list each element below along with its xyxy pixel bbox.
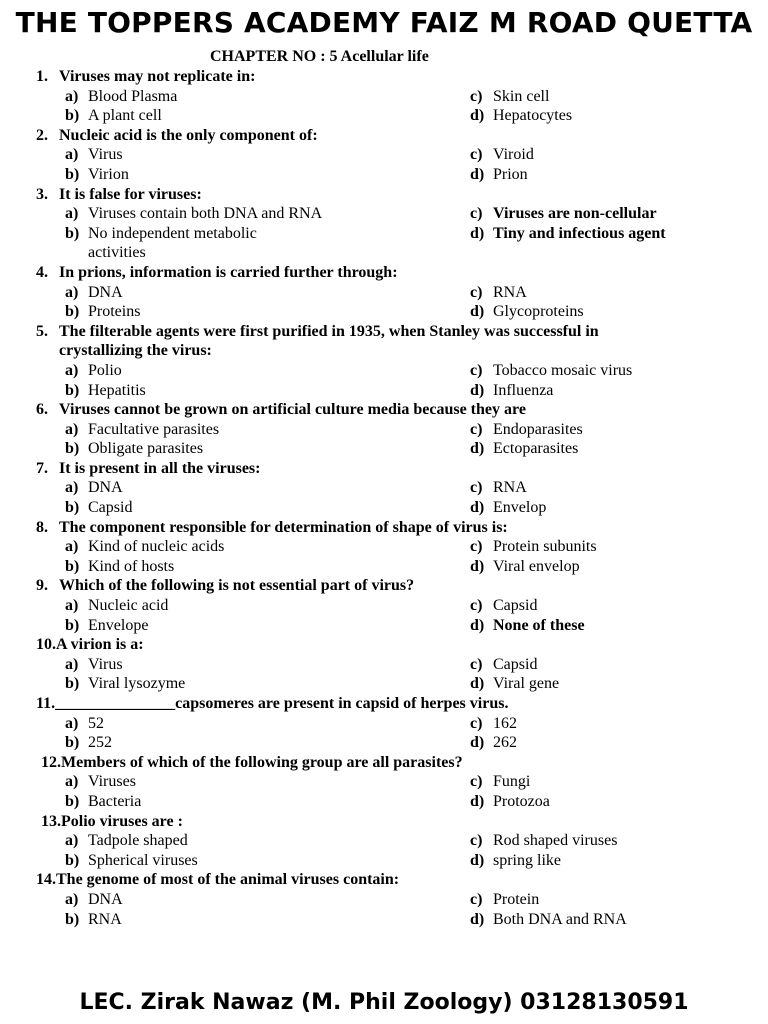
option-row <box>0 596 768 616</box>
option-text-right: Fungi <box>493 773 531 791</box>
option-text-left: 52 <box>88 714 104 732</box>
option-letter-right: c) <box>470 773 483 791</box>
question-line <box>0 459 768 479</box>
question-text: Which of the following is not essential part of virus? <box>59 577 415 595</box>
option-text-left: Virion <box>88 165 129 183</box>
footer-lecturer-info: LEC. Zirak Nawaz (M. Phil Zoology) 03128130591 <box>79 990 689 1015</box>
option-text-left: No independent metabolic <box>88 224 257 242</box>
option-letter-left: b) <box>65 107 80 125</box>
option-row <box>0 145 768 165</box>
option-text-left: Facultative parasites <box>88 420 220 438</box>
question-line <box>0 635 768 655</box>
question-number: 4. <box>36 263 48 281</box>
option-letter-left: a) <box>65 420 79 438</box>
option-text-left: Envelope <box>88 616 149 634</box>
option-letter-left: b) <box>65 381 80 399</box>
option-row <box>0 165 768 185</box>
question-number: 6. <box>36 401 48 419</box>
question-text: In prions, information is carried further through: <box>59 263 398 281</box>
option-text-right: Viral gene <box>493 675 560 693</box>
option-row <box>0 714 768 734</box>
option-letter-right: d) <box>470 675 485 693</box>
option-letter-right: c) <box>470 714 483 732</box>
question-line <box>0 126 768 146</box>
option-text-right: Tobacco mosaic virus <box>493 361 633 379</box>
option-text-left: Nucleic acid <box>88 597 169 615</box>
option-text-right: Tiny and infectious agent <box>493 224 666 242</box>
question-line <box>0 67 768 87</box>
option-text-left: Viral lysozyme <box>88 675 186 693</box>
option-letter-left: b) <box>65 499 80 517</box>
option-letter-left: a) <box>65 361 79 379</box>
option-row <box>0 381 768 401</box>
option-letter-left: a) <box>65 146 79 164</box>
option-row <box>0 851 768 871</box>
question-number: 1. <box>36 68 48 85</box>
option-text-right: Protozoa <box>493 792 550 810</box>
question-text: It is false for viruses: <box>59 185 202 203</box>
option-row <box>0 204 768 224</box>
question-text: 12.Members of which of the following group are all parasites? <box>41 753 463 771</box>
option-row <box>0 890 768 910</box>
option-letter-left: b) <box>65 910 80 928</box>
option-text-left: Viruses <box>88 773 136 791</box>
option-letter-right: c) <box>470 832 483 850</box>
option-text-right: Capsid <box>493 655 538 673</box>
option-letter-right: c) <box>470 87 483 105</box>
option-text-left: Kind of hosts <box>88 557 175 575</box>
option-letter-right: d) <box>470 165 485 183</box>
option-letter-right: c) <box>470 420 483 438</box>
option-letter-right: c) <box>470 283 483 301</box>
option-row <box>0 243 768 263</box>
option-letter-right: d) <box>470 440 485 458</box>
option-row <box>0 224 768 244</box>
option-text-left: Kind of nucleic acids <box>88 538 225 556</box>
option-row <box>0 910 768 930</box>
option-row <box>0 831 768 851</box>
question-line <box>0 263 768 283</box>
option-letter-right: c) <box>470 146 483 164</box>
option-letter-left: a) <box>65 597 79 615</box>
option-row <box>0 302 768 322</box>
option-letter-right: c) <box>470 205 483 223</box>
question-number: 9. <box>36 577 48 595</box>
option-row <box>0 498 768 518</box>
question-line <box>0 518 768 538</box>
option-text-left: DNA <box>88 283 123 301</box>
option-text-right: Glycoproteins <box>493 303 584 321</box>
question-text: It is present in all the viruses: <box>59 459 261 477</box>
question-line <box>0 322 768 342</box>
option-text-right: Viral envelop <box>493 557 580 575</box>
question-line <box>0 753 768 773</box>
option-text-left: Hepatitis <box>88 381 146 399</box>
option-text-left: 252 <box>88 734 112 752</box>
question-text: 10.A virion is a: <box>36 636 144 654</box>
page-title: THE TOPPERS ACADEMY FAIZ M ROAD QUETTA <box>15 6 753 39</box>
option-letter-left: a) <box>65 479 79 497</box>
option-letter-left: a) <box>65 890 79 908</box>
option-letter-left: b) <box>65 303 80 321</box>
option-letter-left: b) <box>65 734 80 752</box>
option-text-right: Rod shaped viruses <box>493 832 618 850</box>
option-text-right: Envelop <box>493 499 547 517</box>
option-text-right: None of these <box>493 616 585 634</box>
question-number: 3. <box>36 185 48 203</box>
option-text-left: DNA <box>88 890 123 908</box>
question-line <box>0 400 768 420</box>
question-line <box>0 812 768 832</box>
option-row <box>0 420 768 440</box>
option-row <box>0 557 768 577</box>
option-text-left: Obligate parasites <box>88 440 204 458</box>
option-text-right: RNA <box>493 479 527 497</box>
option-text-left: DNA <box>88 479 123 497</box>
option-row <box>0 616 768 636</box>
option-row <box>0 792 768 812</box>
option-letter-left: a) <box>65 205 79 223</box>
option-letter-right: c) <box>470 538 483 556</box>
option-row <box>0 655 768 675</box>
question-line <box>0 576 768 596</box>
question-text: The filterable agents were first purified in 1935, when Stanley was successful in <box>59 322 599 340</box>
option-letter-right: c) <box>470 361 483 379</box>
option-text-right: spring like <box>493 851 561 869</box>
question-text: Nucleic acid is the only component of: <box>59 126 318 144</box>
option-text-left: Capsid <box>88 499 133 517</box>
option-row <box>0 537 768 557</box>
option-letter-left: a) <box>65 283 79 301</box>
question-text-continued: crystallizing the virus: <box>59 342 212 360</box>
question-line <box>0 870 768 890</box>
option-letter-right: d) <box>470 224 485 242</box>
option-text-left: Tadpole shaped <box>88 832 188 850</box>
option-text-right: Viroid <box>493 146 534 164</box>
option-text-right: Skin cell <box>493 87 550 105</box>
option-text-right: Prion <box>493 165 528 183</box>
option-letter-right: d) <box>470 616 485 634</box>
option-letter-right: c) <box>470 597 483 615</box>
option-text-right: Influenza <box>493 381 554 399</box>
question-list <box>0 67 768 929</box>
option-text-left: Viruses contain both DNA and RNA <box>88 205 323 223</box>
option-text-right: Endoparasites <box>493 420 583 438</box>
option-row <box>0 478 768 498</box>
option-text-right: Hepatocytes <box>493 107 573 125</box>
option-letter-right: d) <box>470 910 485 928</box>
option-letter-left: b) <box>65 616 80 634</box>
option-text-left: Blood Plasma <box>88 87 178 105</box>
question-text: 11._______________capsomeres are present in capsid of herpes virus. <box>36 695 509 712</box>
option-text-right: Protein <box>493 890 540 908</box>
question-number: 2. <box>36 126 48 144</box>
question-text: Viruses may not replicate in: <box>59 68 256 85</box>
option-letter-left: b) <box>65 851 80 869</box>
option-letter-right: d) <box>470 499 485 517</box>
option-text-left: activities <box>88 244 146 262</box>
option-letter-right: c) <box>470 890 483 908</box>
option-letter-left: a) <box>65 87 79 105</box>
option-row <box>0 361 768 381</box>
option-text-left: Proteins <box>88 303 141 321</box>
option-letter-left: a) <box>65 832 79 850</box>
option-letter-right: d) <box>470 792 485 810</box>
option-text-left: Spherical viruses <box>88 851 198 869</box>
option-text-right: Protein subunits <box>493 538 597 556</box>
option-letter-right: c) <box>470 479 483 497</box>
option-text-left: Bacteria <box>88 792 142 810</box>
option-letter-right: d) <box>470 381 485 399</box>
option-letter-right: d) <box>470 851 485 869</box>
question-number: 5. <box>36 322 48 340</box>
option-letter-left: a) <box>65 714 79 732</box>
option-letter-left: a) <box>65 773 79 791</box>
option-row <box>0 106 768 126</box>
option-text-right: Both DNA and RNA <box>493 910 627 928</box>
option-letter-left: b) <box>65 224 80 242</box>
option-text-left: Virus <box>88 655 123 673</box>
option-text-right: 162 <box>493 714 517 732</box>
option-text-right: Ectoparasites <box>493 440 579 458</box>
option-row <box>0 439 768 459</box>
option-row <box>0 283 768 303</box>
question-text: 13.Polio viruses are : <box>41 812 183 830</box>
question-text: Viruses cannot be grown on artificial culture media because they are <box>59 401 526 419</box>
option-letter-left: a) <box>65 538 79 556</box>
option-row <box>0 733 768 753</box>
option-letter-right: c) <box>470 655 483 673</box>
option-letter-left: a) <box>65 655 79 673</box>
option-row <box>0 87 768 107</box>
option-text-left: Polio <box>88 361 122 379</box>
option-letter-left: b) <box>65 792 80 810</box>
question-text: The component responsible for determination of shape of virus is: <box>59 518 508 536</box>
option-text-right: RNA <box>493 283 527 301</box>
question-number: 7. <box>36 459 48 477</box>
option-letter-left: b) <box>65 557 80 575</box>
option-letter-right: d) <box>470 303 485 321</box>
option-text-right: 262 <box>493 734 517 752</box>
option-letter-left: b) <box>65 440 80 458</box>
option-letter-left: b) <box>65 165 80 183</box>
option-text-right: Viruses are non-cellular <box>493 205 657 223</box>
chapter-heading: CHAPTER NO : 5 Acellular life <box>210 48 429 65</box>
option-text-left: A plant cell <box>88 107 162 125</box>
question-line <box>0 185 768 205</box>
question-text: 14.The genome of most of the animal viruses contain: <box>36 871 400 889</box>
option-text-right: Capsid <box>493 597 538 615</box>
question-line <box>0 694 768 714</box>
option-row <box>0 674 768 694</box>
option-row <box>0 772 768 792</box>
option-letter-right: d) <box>470 107 485 125</box>
option-text-left: Virus <box>88 146 123 164</box>
option-letter-right: d) <box>470 557 485 575</box>
option-letter-left: b) <box>65 675 80 693</box>
question-continuation <box>0 341 768 361</box>
option-letter-right: d) <box>470 734 485 752</box>
option-text-left: RNA <box>88 910 122 928</box>
question-number: 8. <box>36 518 48 536</box>
